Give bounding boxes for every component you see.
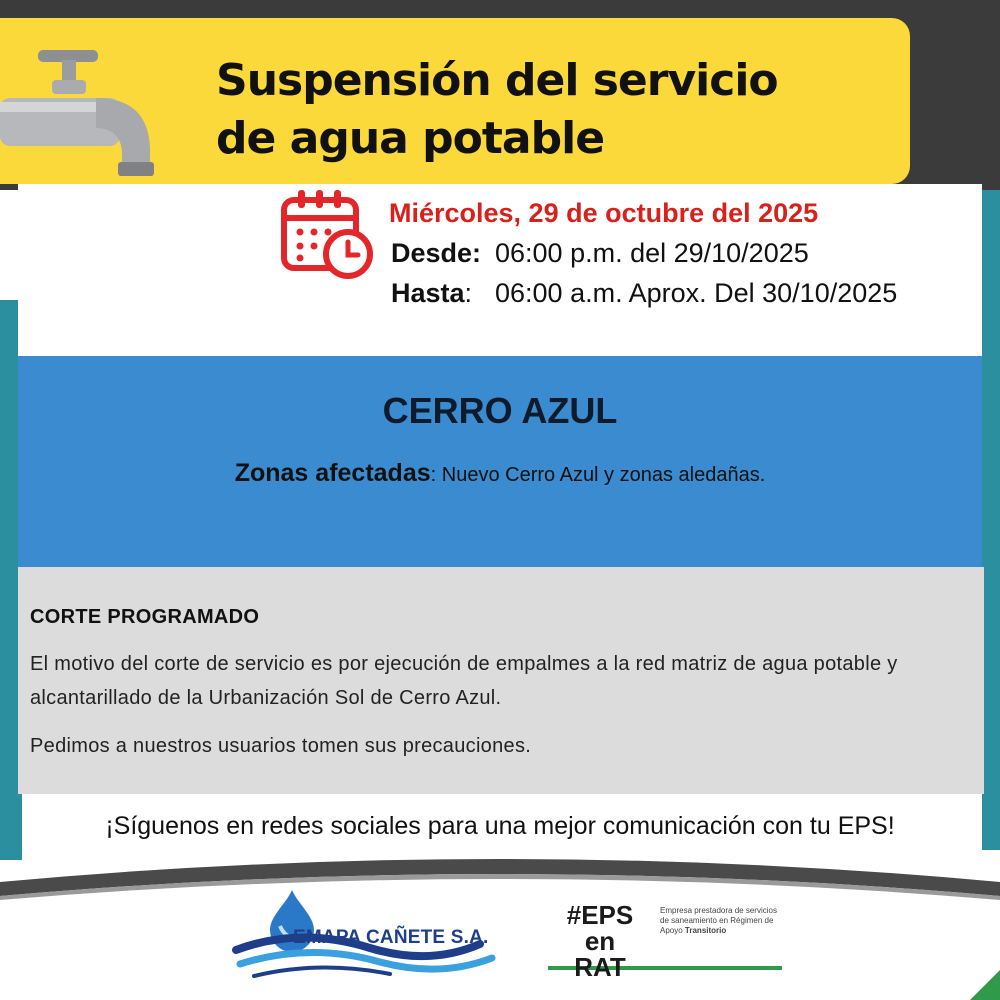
social-follow-text: ¡Síguenos en redes sociales para una mejor comunicación con tu EPS! — [105, 812, 895, 840]
zones-colon: : — [430, 464, 437, 486]
location-name: CERRO AZUL — [382, 390, 618, 431]
suspension-date: Miércoles, 29 de octubre del 2025 — [389, 198, 819, 228]
eps-rat-title — [548, 902, 652, 980]
to-row — [391, 278, 897, 309]
from-value: 06:00 p.m. del 29/10/2025 — [495, 238, 809, 268]
eps-rat-description-text: Empresa prestadora de servicios de saneamiento en Régimen de Apoyo — [660, 906, 777, 935]
title-line-2: de agua potable — [216, 113, 605, 164]
from-row — [391, 238, 809, 269]
eps-rat-line-1: #EPS en — [566, 900, 634, 956]
to-label-colon: : — [464, 278, 473, 308]
emapa-logo-text: EMAPA CAÑETE S.A. — [293, 927, 489, 948]
affected-zones — [18, 459, 982, 488]
info-paragraph-reason: El motivo del corte de servicio es por ejecución de empalmes a la red matriz de agua potable y alcantarillado de la Urbanización Sol de Cerro Azul. — [30, 653, 898, 709]
page-title — [216, 52, 778, 168]
title-line-1: Suspensión del servicio — [216, 55, 778, 106]
to-label — [391, 278, 495, 309]
zones-label: Zonas afectadas — [234, 459, 431, 487]
from-label: Desde: — [391, 238, 482, 268]
eps-rat-line-2: RAT — [574, 952, 626, 982]
info-paragraph-precautions: Pedimos a nuestros usuarios tomen sus precauciones. — [30, 735, 532, 757]
eps-rat-description-bold: Transitorio — [684, 926, 727, 935]
to-value: 06:00 a.m. Aprox. Del 30/10/2025 — [495, 278, 898, 308]
to-label-text: Hasta — [391, 278, 465, 308]
right-teal-stripe — [982, 190, 1000, 850]
eps-rat-description — [660, 906, 784, 936]
eps-rat-logo — [548, 900, 782, 982]
zones-value: Nuevo Cerro Azul y zonas aledañas. — [441, 464, 766, 486]
info-heading: CORTE PROGRAMADO — [30, 606, 260, 628]
calendar-clock-icon — [278, 186, 378, 280]
green-corner-accent — [970, 970, 1000, 1000]
faucet-icon — [0, 48, 180, 198]
